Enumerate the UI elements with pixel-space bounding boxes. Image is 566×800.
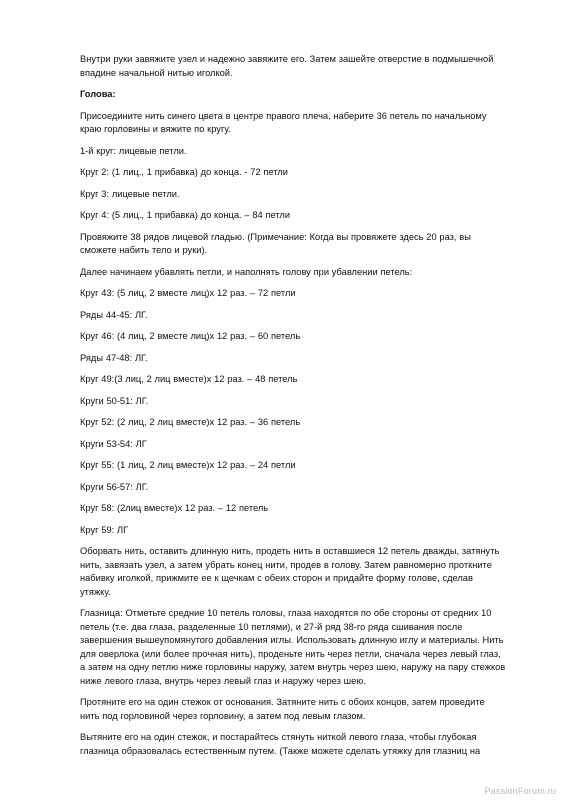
paragraph: Круг 58: (2лиц вместе)х 12 раз. – 12 петель [80,503,269,513]
paragraph: Присоедините нить синего цвета в центре правого плеча, наберите 36 петель по начальному краю горловины и вяжите по кругу. [80,110,487,134]
paragraph: Круг 4: (5 лиц., 1 прибавка) до конца. – 84 петли [80,210,291,220]
paragraph: Провяжите 38 рядов лицевой гладью. (Примечание: Когда вы провяжете здесь 20 раз, вы сможете набить тело и руки). [80,231,471,255]
paragraph: Вытяните его на один стежок, и постарайтесь стянуть ниткой левого глаза, чтобы глубокая глазница образовалась естественным путем. (Также можете сделать утяжку для глазниц на [80,732,481,756]
paragraph: Круг 55: (1 лиц, 2 лиц вместе)х 12 раз. – 24 петли [80,460,296,470]
paragraph: Круг 49:(3 лиц, 2 лиц вместе)х 12 раз. – 48 петель [80,374,298,384]
paragraph: Внутри руки завяжите узел и надежно завяжите его. Затем зашейте отверстие в подмышечной впадине начальной нитью иголкой. [80,54,494,78]
paragraph: 1-й круг: лицевые петли. [80,145,187,156]
paragraph: Круг 43: (5 лиц, 2 вместе лиц)х 12 раз. – 72 петли [80,288,296,298]
paragraph: Далее начинаем убавлять петли, и наполнять голову при убавлении петель: [80,266,413,277]
paragraph: Круг 3: лицевые петли. [80,188,180,199]
paragraph: Ряды 44-45: ЛГ. [80,309,148,320]
paragraph: Круг 59: ЛГ [80,524,129,535]
paragraph: Оборвать нить, оставить длинную нить, продеть нить в оставшиеся 12 петель дважды, затянуть нить, завязать узел, а затем убрать конец нити, продев в голову. Затем равномерно проткните набивку иголкой, прижмите ее к щечкам с обеих сторон и придайте форму голове, сделав утяжку. [80,546,500,597]
paragraph: Глазница: Отметьте средние 10 петель головы, глаза находятся по обе стороны от средних 10 петель (т.е. два глаза, разделенные 10 петлями), и 27-й ряд 38-го ряда сшивания после завершения вышеупомянутого добавления иглы. Использовать длинную иглу и материалы. Нить для оверлока (или более прочная нить), проденьте нить через петли, сначала через левый глаз, а затем на одну петлю ниже горловины наружу, затем внутрь через шею, наружу на пару стежков ниже левого глаза, внутрь через левый глаз и наружу через шею. [80,608,506,686]
paragraph: Круг 2: (1 лиц., 1 прибавка) до конца. - 72 петли [80,167,288,177]
paragraph: Круги 56-57: ЛГ. [80,481,149,492]
paragraph: Протяните его на один стежок от основания. Затяните нить с обоих концов, затем проведите нить под горловиной через горловину, а затем под левым глазом. [80,697,485,721]
site-watermark: PassionForum.ru [484,786,556,796]
paragraph: Ряды 47-48: ЛГ. [80,352,148,363]
document-body [80,53,506,766]
paragraph: Круги 50-51: ЛГ. [80,395,149,406]
paragraph: Круг 46: (4 лиц, 2 вместе лиц)х 12 раз. – 60 петель [80,331,301,341]
section-heading: Голова: [80,89,116,99]
paragraph: Круги 53-54: ЛГ [80,438,147,449]
paragraph: Круг 52: (2 лиц, 2 лиц вместе)х 12 раз. – 36 петель [80,417,301,427]
